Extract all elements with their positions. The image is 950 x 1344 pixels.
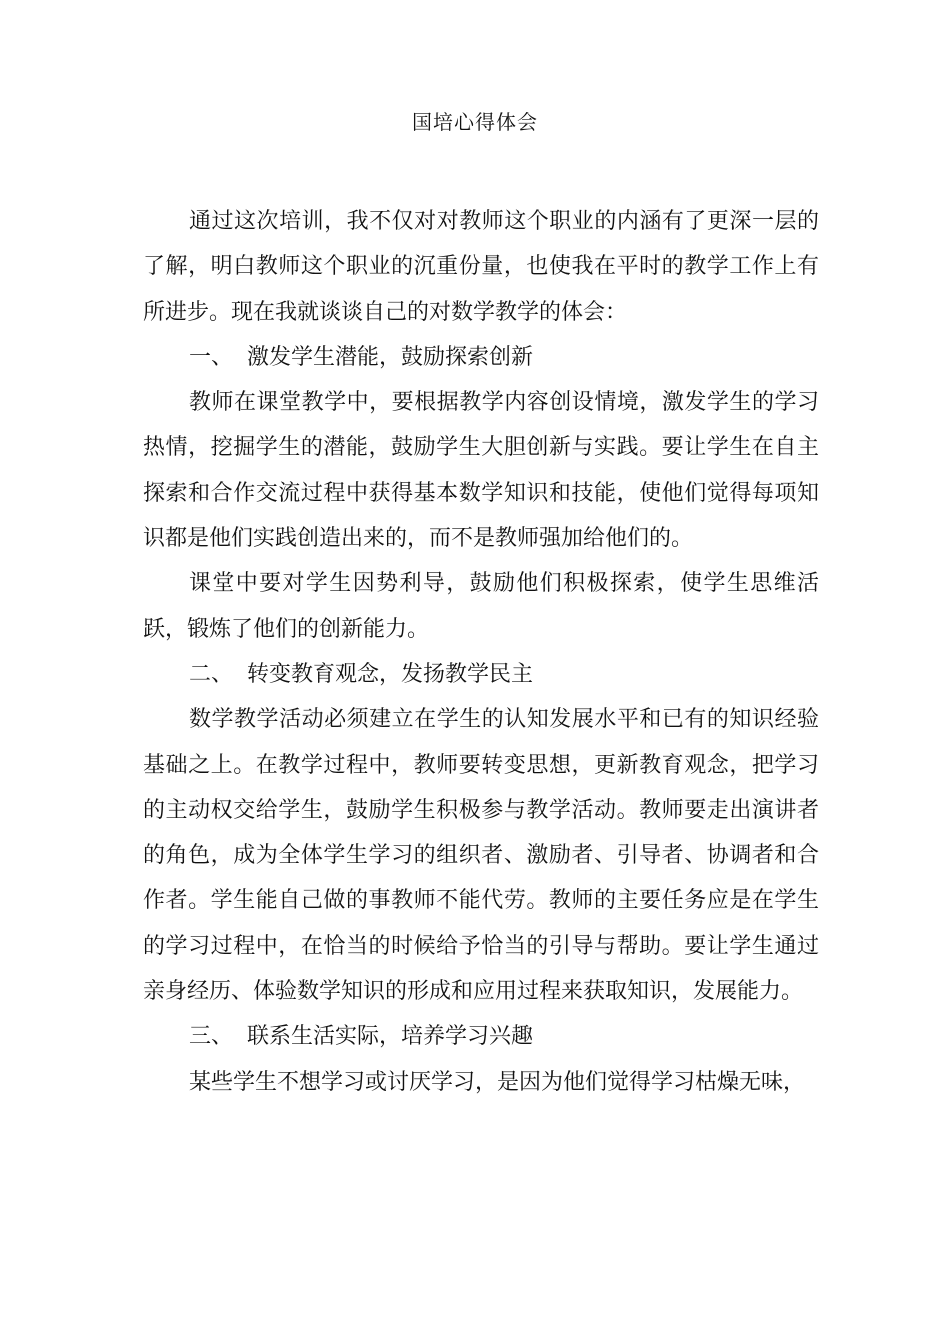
section-3-number: 三、: [189, 1024, 234, 1050]
section-2-paragraph-1: 数学教学活动必须建立在学生的认知发展水平和已有的知识经验基础之上。在教学过程中，教师要转变思想，更新教育观念，把学习的主动权交给学生，鼓励学生积极参与教学活动。教师要走出演讲者的角色，成为全体学生学习的组织者、激励者、引导者、协调者和合作者。学生能自己做的事教师不能代劳。教师的主要任务应是在学生的学习过程中，在恰当的时候给予恰当的引导与帮助。要让学生通过亲身经历、体验数学知识的形成和应用过程来获取知识，发展能力。: [143, 707, 819, 1005]
document-body: [143, 199, 819, 1105]
section-3-title: 联系生活实际，培养学习兴趣: [247, 1024, 534, 1050]
intro-paragraph: 通过这次培训，我不仅对对教师这个职业的内涵有了更深一层的了解，明白教师这个职业的沉重份量，也使我在平时的教学工作上有所进步。现在我就谈谈自己的对数学教学的体会：: [143, 209, 819, 325]
section-3-heading: [143, 1014, 819, 1059]
section-2-heading: [143, 652, 819, 697]
section-1-heading: [143, 335, 819, 380]
document-title: 国培心得体会: [412, 110, 538, 134]
section-1-paragraph-1: 教师在课堂教学中，要根据教学内容创设情境，激发学生的学习热情，挖掘学生的潜能，鼓励学生大胆创新与实践。要让学生在自主探索和合作交流过程中获得基本数学知识和技能，使他们觉得每项知识都是他们实践创造出来的，而不是教师强加给他们的。: [143, 390, 819, 552]
section-3-paragraph-1: 某些学生不想学习或讨厌学习，是因为他们觉得学习枯燥无味，: [189, 1069, 806, 1095]
section-1-paragraph-2: 课堂中要对学生因势利导，鼓励他们积极探索，使学生思维活跃，锻炼了他们的创新能力。: [143, 571, 819, 642]
section-2-number: 二、: [189, 661, 234, 687]
section-1-title: 激发学生潜能，鼓励探索创新: [247, 344, 534, 370]
section-2-title: 转变教育观念，发扬教学民主: [247, 661, 534, 687]
section-1-number: 一、: [189, 344, 234, 370]
